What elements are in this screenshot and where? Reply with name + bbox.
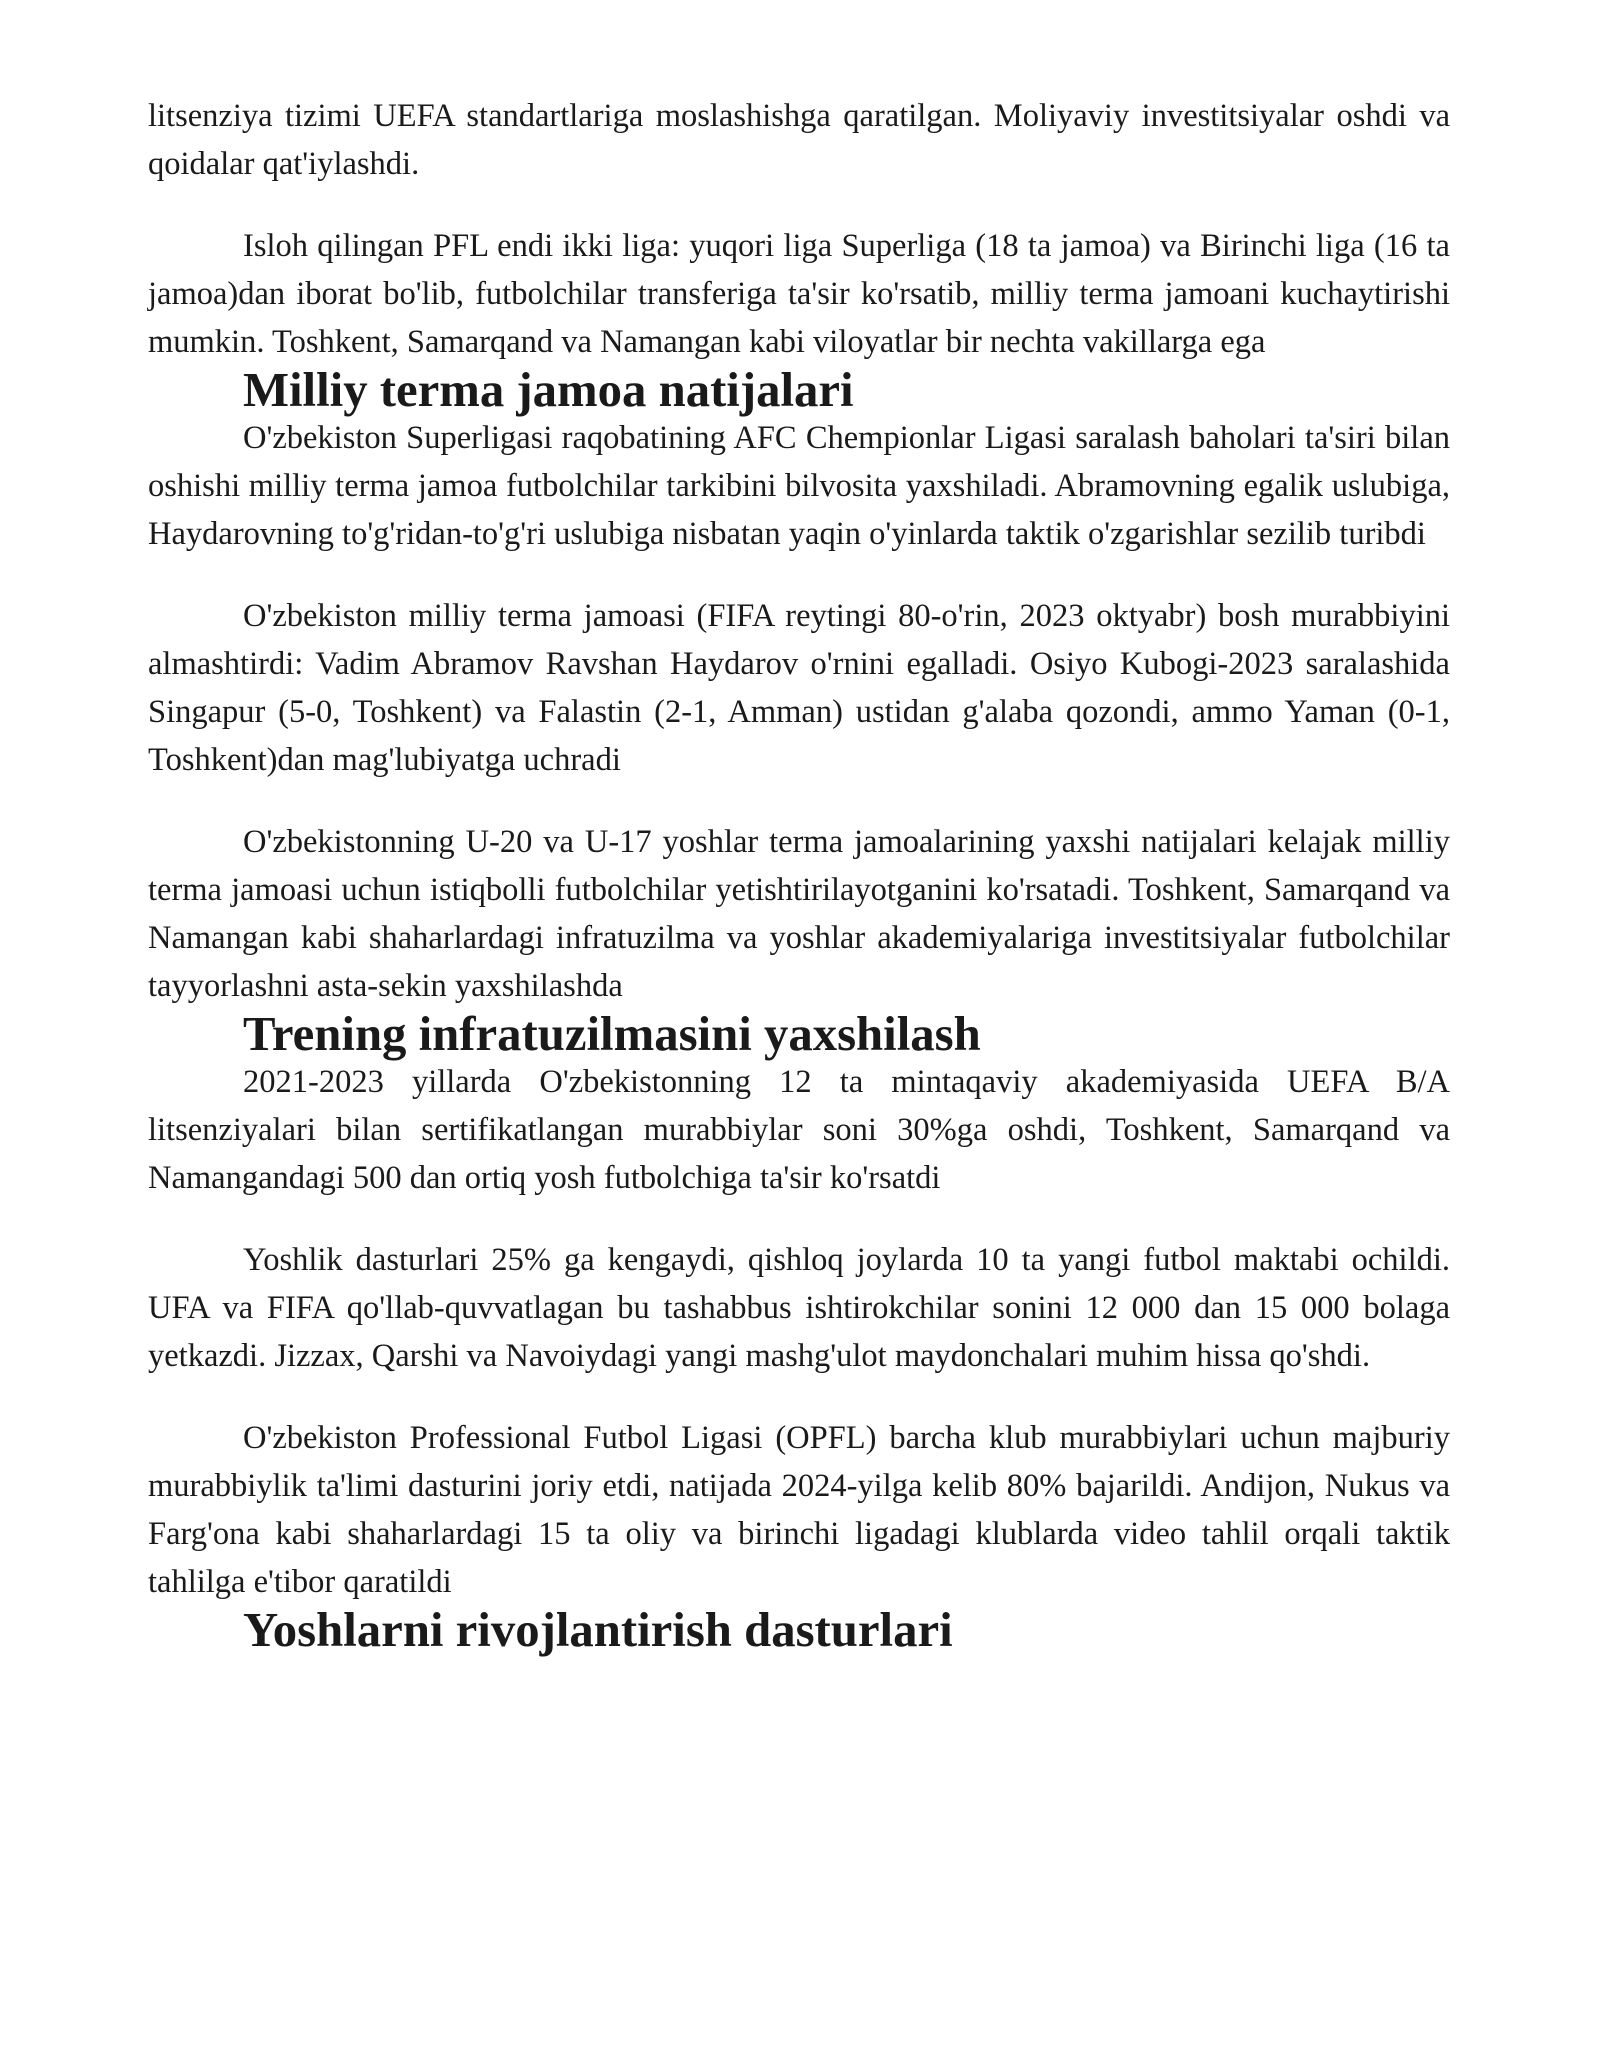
- heading-youth-development: Yoshlarni rivojlantirish dasturlari: [243, 1603, 953, 1657]
- paragraph-academies: 2021-2023 yillarda O'zbekistonning 12 ta mintaqaviy akademiyasida UEFA B/A litsenziyalari bilan sertifikatlangan murabbiylar soni 30%ga oshdi, Toshkent, Samarqand va Namangandagi 500 dan ortiq yosh futbolchiga ta'sir ko'rsatdi: [148, 1064, 1450, 1196]
- paragraph-license: litsenziya tizimi UEFA standartlariga moslashishga qaratilgan. Moliyaviy investitsiyalar oshdi va qoidalar qat'iylashdi.: [148, 98, 1450, 182]
- paragraph-coach-change: O'zbekiston milliy terma jamoasi (FIFA reytingi 80-o'rin, 2023 oktyabr) bosh murabbiyini almashtirdi: Vadim Abramov Ravshan Haydarov o'rnini egalladi. Osiyo Kubogi-2023 saralashida Singapur (5-0, Toshkent) va Falastin (2-1, Amman) ustidan g'alaba qozondi, ammo Yaman (0-1, Toshkent)dan mag'lubiyatga uchradi: [148, 598, 1450, 778]
- paragraph-pfl-reform: Isloh qilingan PFL endi ikki liga: yuqori liga Superliga (18 ta jamoa) va Birinchi liga (16 ta jamoa)dan iborat bo'lib, futbolchilar transferiga ta'sir ko'rsatib, milliy terma jamoani kuchaytirishi mumkin. Toshkent, Samarqand va Namangan kabi viloyatlar bir nechta vakillarga ega: [148, 228, 1450, 360]
- paragraph-youth-programs: Yoshlik dasturlari 25% ga kengaydi, qishloq joylarda 10 ta yangi futbol maktabi ochildi. UFA va FIFA qo'llab-quvvatlagan bu tashabbus ishtirokchilar sonini 12 000 dan 15 000 bolaga yetkazdi. Jizzax, Qarshi va Navoiydagi yangi mashg'ulot maydonchalari muhim hissa qo'shdi.: [148, 1242, 1450, 1374]
- paragraph-youth-teams: O'zbekistonning U-20 va U-17 yoshlar terma jamoalarining yaxshi natijalari kelajak milliy terma jamoasi uchun istiqbolli futbolchilar yetishtirilayotganini ko'rsatadi. Toshkent, Samarqand va Namangan kabi shaharlardagi infratuzilma va yoshlar akademiyalariga investitsiyalar futbolchilar tayyorlashni asta-sekin yaxshilashda: [148, 824, 1450, 1004]
- paragraph-superliga-competition: O'zbekiston Superligasi raqobatining AFC Chempionlar Ligasi saralash baholari ta'siri bilan oshishi milliy terma jamoa futbolchilar tarkibini bilvosita yaxshiladi. Abramovning egalik uslubiga, Haydarovning to'g'ridan-to'g'ri uslubiga nisbatan yaqin o'yinlarda taktik o'zgarishlar sezilib turibdi: [148, 420, 1450, 552]
- heading-national-team-results: Milliy terma jamoa natijalari: [243, 363, 854, 417]
- heading-training-infrastructure: Trening infratuzilmasini yaxshilash: [243, 1007, 981, 1061]
- paragraph-opfl-training: O'zbekiston Professional Futbol Ligasi (OPFL) barcha klub murabbiylari uchun majburiy murabbiylik ta'limi dasturini joriy etdi, natijada 2024-yilga kelib 80% bajarildi. Andijon, Nukus va Farg'ona kabi shaharlardagi 15 ta oliy va birinchi ligadagi klublarda video tahlil orqali taktik tahlilga e'tibor qaratildi: [148, 1420, 1450, 1600]
- document-page: [148, 92, 1450, 1657]
